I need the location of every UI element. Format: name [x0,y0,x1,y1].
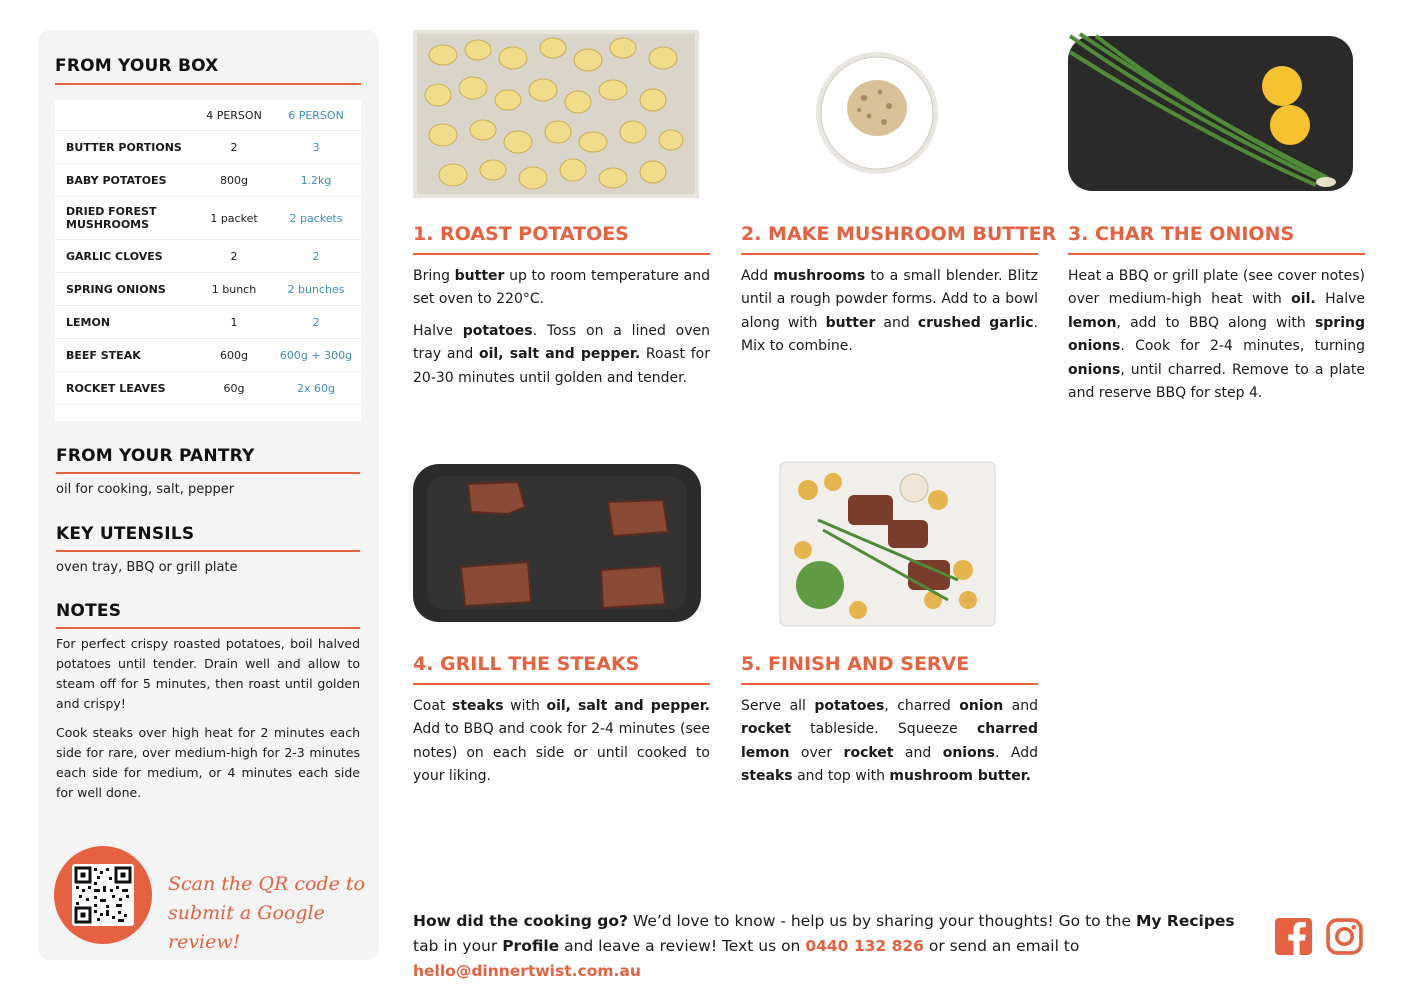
note-paragraph: For perfect crispy roasted potatoes, boil halved potatoes until tender. Drain well and allow to steam off for 5 minutes, then roast until golden and crispy! [56,636,360,711]
ingredient-name: DRIED FOREST MUSHROOMS [55,197,197,240]
qty-6-person: 1.2kg [271,164,361,197]
step-title: 1. ROAST POTATOES [413,223,629,245]
step-paragraph: Heat a BBQ or grill plate (see cover notes) over medium-high heat with oil. Halve lemon, add to BBQ along with spring onions. Cook for 2-4 minutes, turning onions, until charred. Remove to a plate and reserve BBQ for step 4. [1068,268,1365,402]
ingredient-name: BEEF STEAK [55,339,197,372]
grill-steaks-image [413,462,701,624]
step-paragraph: Add mushrooms to a small blender. Blitz until a rough powder forms. Add to a bowl along with butter and crushed garlic. Mix to combine. [741,268,1038,355]
section-divider [56,550,360,552]
table-row [55,273,361,306]
qty-4-person: 600g [197,339,271,372]
section-divider [56,627,360,629]
ingredients-table [55,100,361,421]
qty-6-person: 2 [271,240,361,273]
ingredient-name: BABY POTATOES [55,164,197,197]
step-divider [413,683,710,685]
table-row [55,164,361,197]
qty-6-person: 2 bunches [271,273,361,306]
step-paragraph: Halve potatoes. Toss on a lined oven tray and oil, salt and pepper. Roast for 20-30 minutes until golden and tender. [413,322,710,386]
step-divider [413,253,710,255]
table-row [55,306,361,339]
qty-6-person: 600g + 300g [271,339,361,372]
roast-potatoes-image [413,30,699,198]
ingredient-name: ROCKET LEAVES [55,372,197,405]
qr-text-line: submit a Google review! [168,902,325,953]
step-title: 4. GRILL THE STEAKS [413,653,640,675]
step-paragraph: Coat steaks with oil, salt and pepper. Add to BBQ and cook for 2-4 minutes (see notes) on each side or until cooked to your liking. [413,698,710,785]
step-instructions [413,265,710,398]
qr-call-to-action [168,870,368,957]
ingredients-sidebar [38,30,379,960]
qty-4-person: 60g [197,372,271,405]
step-title: 2. MAKE MUSHROOM BUTTER [741,223,1057,245]
finish-serve-image [778,460,997,628]
step-instructions [413,695,710,797]
table-row [55,240,361,273]
email-link[interactable]: hello@dinnertwist.com.au [413,962,641,980]
phone-link[interactable]: 0440 132 826 [805,937,924,955]
step-divider [741,253,1038,255]
from-your-pantry-title: FROM YOUR PANTRY [56,446,255,466]
qty-4-person: 2 [197,131,271,164]
table-row [55,131,361,164]
qty-4-person: 2 [197,240,271,273]
facebook-icon[interactable] [1275,918,1312,955]
table-row [55,197,361,240]
step-divider [741,683,1038,685]
mushroom-butter-image [814,50,940,176]
qty-4-person: 1 packet [197,197,271,240]
review-request-text: How did the cooking go? We’d love to know - help us by sharing your thoughts! Go to the My Recipes tab in your Profile and leave a review! Text us on 0440 132 826 or send an email to hello@dinnertwist.com.au [413,912,1235,980]
qty-4-person: 1 bunch [197,273,271,306]
step-paragraph: Bring butter up to room temperature and set oven to 220°C. [413,268,710,308]
step-divider [1068,253,1365,255]
notes-body [56,634,360,812]
qty-6-person: 3 [271,131,361,164]
qty-4-person: 1 [197,306,271,339]
section-divider [55,83,361,85]
qr-code-pattern [72,864,134,926]
qr-code-badge[interactable] [54,846,152,944]
step-instructions [741,695,1038,797]
step-title: 5. FINISH AND SERVE [741,653,970,675]
from-your-box-title: FROM YOUR BOX [55,56,219,76]
step-instructions [741,265,1038,367]
utensils-text: oven tray, BBQ or grill plate [56,560,238,575]
table-header-cell [55,100,197,131]
instagram-icon[interactable] [1326,918,1363,955]
qty-6-person: 2 [271,306,361,339]
qty-6-person: 2x 60g [271,372,361,405]
ingredient-name: SPRING ONIONS [55,273,197,306]
step-instructions [1068,265,1365,413]
qr-text-line: Scan the QR code to [168,873,365,895]
step-paragraph: Serve all potatoes, charred onion and rocket tableside. Squeeze charred lemon over rocket and onions. Add steaks and top with mushroom butter. [741,698,1038,785]
table-header-row [55,100,361,131]
ingredient-name: GARLIC CLOVES [55,240,197,273]
table-header-4-person: 4 PERSON [197,100,271,131]
ingredient-name: LEMON [55,306,197,339]
pantry-text: oil for cooking, salt, pepper [56,482,235,497]
section-divider [56,472,360,474]
table-header-6-person: 6 PERSON [271,100,361,131]
note-paragraph: Cook steaks over high heat for 2 minutes each side for rare, over medium-high for 2-3 minutes each side for medium, or 4 minutes each side for well done. [56,725,360,800]
table-row [55,339,361,372]
table-row [55,372,361,405]
notes-title: NOTES [56,601,122,621]
qr-code[interactable] [72,864,134,926]
char-onions-image [1066,30,1355,194]
key-utensils-title: KEY UTENSILS [56,524,195,544]
ingredient-name: BUTTER PORTIONS [55,131,197,164]
qty-6-person: 2 packets [271,197,361,240]
step-title: 3. CHAR THE ONIONS [1068,223,1295,245]
qty-4-person: 800g [197,164,271,197]
